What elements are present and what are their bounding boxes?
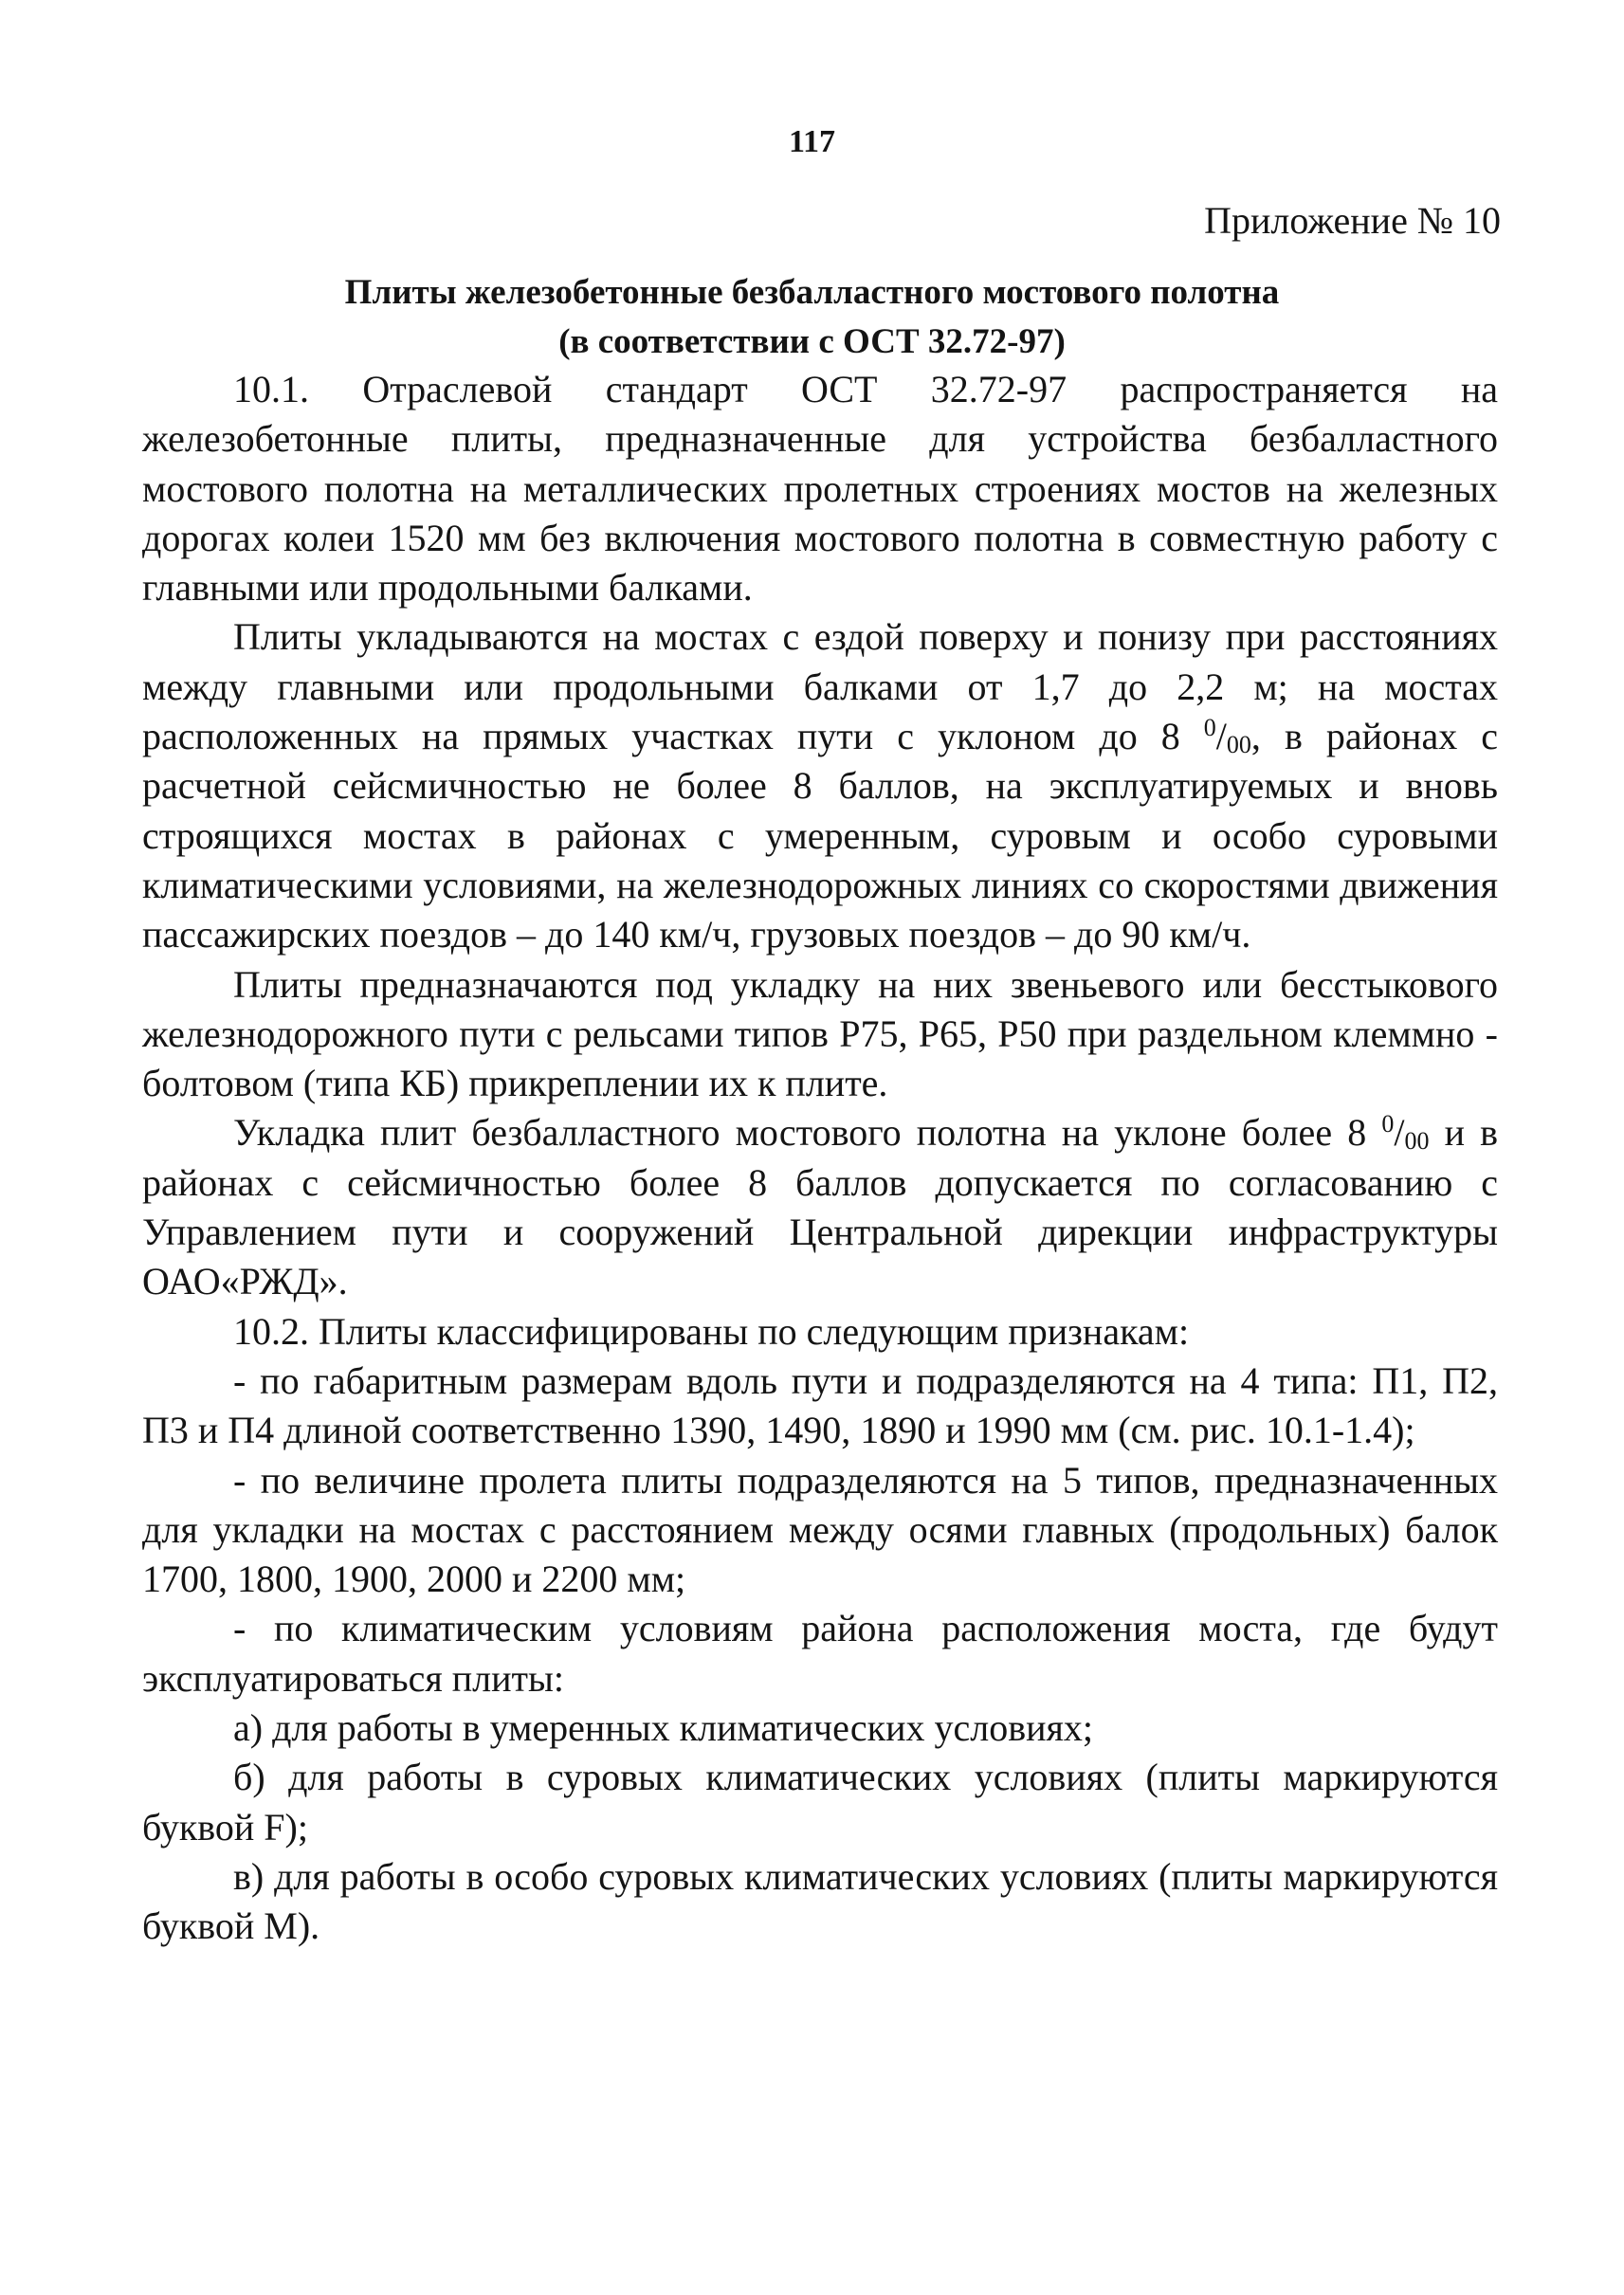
title-line-2: (в соответствии с ОСТ 32.72-97) — [558, 322, 1066, 361]
paragraph-slope-part-2: и в районах с сейсмичностью более 8 баллов допускается по согласованию с Управлением пути и сооружений Центральной дирекции инфраструктуры ОАО«РЖД». — [142, 1111, 1498, 1303]
permille-sub: 00 — [1226, 731, 1251, 759]
permille-sup: 0 — [1381, 1110, 1395, 1138]
paragraph-rails: Плиты предназначаются под укладку на них звеньевого или бесстыкового железнодорожного пути с рельсами типов Р75, Р65, Р50 при раздельном клеммно - болтовом (типа КБ) прикреплении их к плите. — [142, 962, 1498, 1105]
paragraph-10-1: 10.1. Отраслевой стандарт ОСТ 32.72-97 распространяется на железобетонные плиты, предназначенные для устройства безбалластного мостового полотна на металлических пролетных строениях мостов на железных дорогах колеи 1520 мм без включения мостового полотна в совместную работу с главными или продольными балками. — [142, 368, 1498, 610]
list-item-dimensions: - по габаритным размерам вдоль пути и подразделяются на 4 типа: П1, П2, П3 и П4 длиной соответственно 1390, 1490, 1890 и 1990 мм (см. рис. 10.1-1.4); — [142, 1358, 1498, 1452]
list-item-span: - по величине пролета плиты подразделяются на 5 типов, предназначенных для укладки на мостах с расстоянием между осями главных (продольных) балок 1700, 1800, 1900, 2000 и 2200 мм; — [142, 1458, 1498, 1601]
document-title — [0, 268, 1624, 367]
permille-sub: 00 — [1404, 1127, 1430, 1156]
body-text — [142, 365, 1498, 1952]
list-item-climate-c: в) для работы в особо суровых климатических условиях (плиты маркируются буквой М). — [142, 1854, 1498, 1948]
permille-sup: 0 — [1203, 714, 1216, 742]
paragraph-slope: Укладка плит безбалластного мостового полотна на уклоне более 8 $^0/_{00}$ и в районах с сейсмичностью более 8 баллов допускается по согласованию с Управлением пути и сооружений Центральной дирекции инфраструктуры ОАО«РЖД». — [142, 1110, 1498, 1303]
list-item-climate: - по климатическим условиям района расположения моста, где будут эксплуатироваться плиты: — [142, 1607, 1498, 1700]
list-item-climate-b: б) для работы в суровых климатических условиях (плиты маркируются буквой F); — [142, 1756, 1498, 1849]
paragraph-placement-part-1: Плиты укладываются на мостах с ездой поверху и понизу при расстояниях между главными или продольными балками от 1,7 до 2,2 м; на мостах расположенных на прямых участках пути с уклоном до 8 — [142, 615, 1498, 758]
paragraph-slope-part-1: Укладка плит безбалластного мостового полотна на уклоне более 8 — [233, 1111, 1382, 1155]
paragraph-placement-part-2: , в районах с расчетной сейсмичностью не более 8 баллов, на эксплуатируемых и вновь строящихся мостах в районах с умеренным, суровым и особо суровыми климатическими условиями, на железнодорожных линиях со скоростями движения пассажирских поездов – до 140 км/ч, грузовых поездов – до 90 км/ч. — [142, 715, 1498, 956]
page-number: 117 — [788, 124, 836, 159]
paragraph-placement: Плиты укладываются на мостах с ездой поверху и понизу при расстояниях между главными или продольными балками от 1,7 до 2,2 м; на мостах расположенных на прямых участках пути с уклоном до 8 $^0/_{00}$, в районах с расчетной сейсмичностью не более 8 баллов, на эксплуатируемых и вновь строящихся мостах в районах с умеренным, суровым и особо суровыми климатическими условиями, на железнодорожных линиях со скоростями движения пассажирских поездов – до 140 км/ч, грузовых поездов – до 90 км/ч. — [142, 615, 1498, 956]
paragraph-10-2: 10.2. Плиты классифицированы по следующим признакам: — [233, 1309, 1190, 1353]
list-item-climate-a: а) для работы в умеренных климатических условиях; — [233, 1706, 1094, 1750]
title-line-1: Плиты железобетонные безбалластного мостового полотна — [344, 273, 1280, 312]
appendix-label: Приложение № 10 — [1204, 199, 1501, 242]
